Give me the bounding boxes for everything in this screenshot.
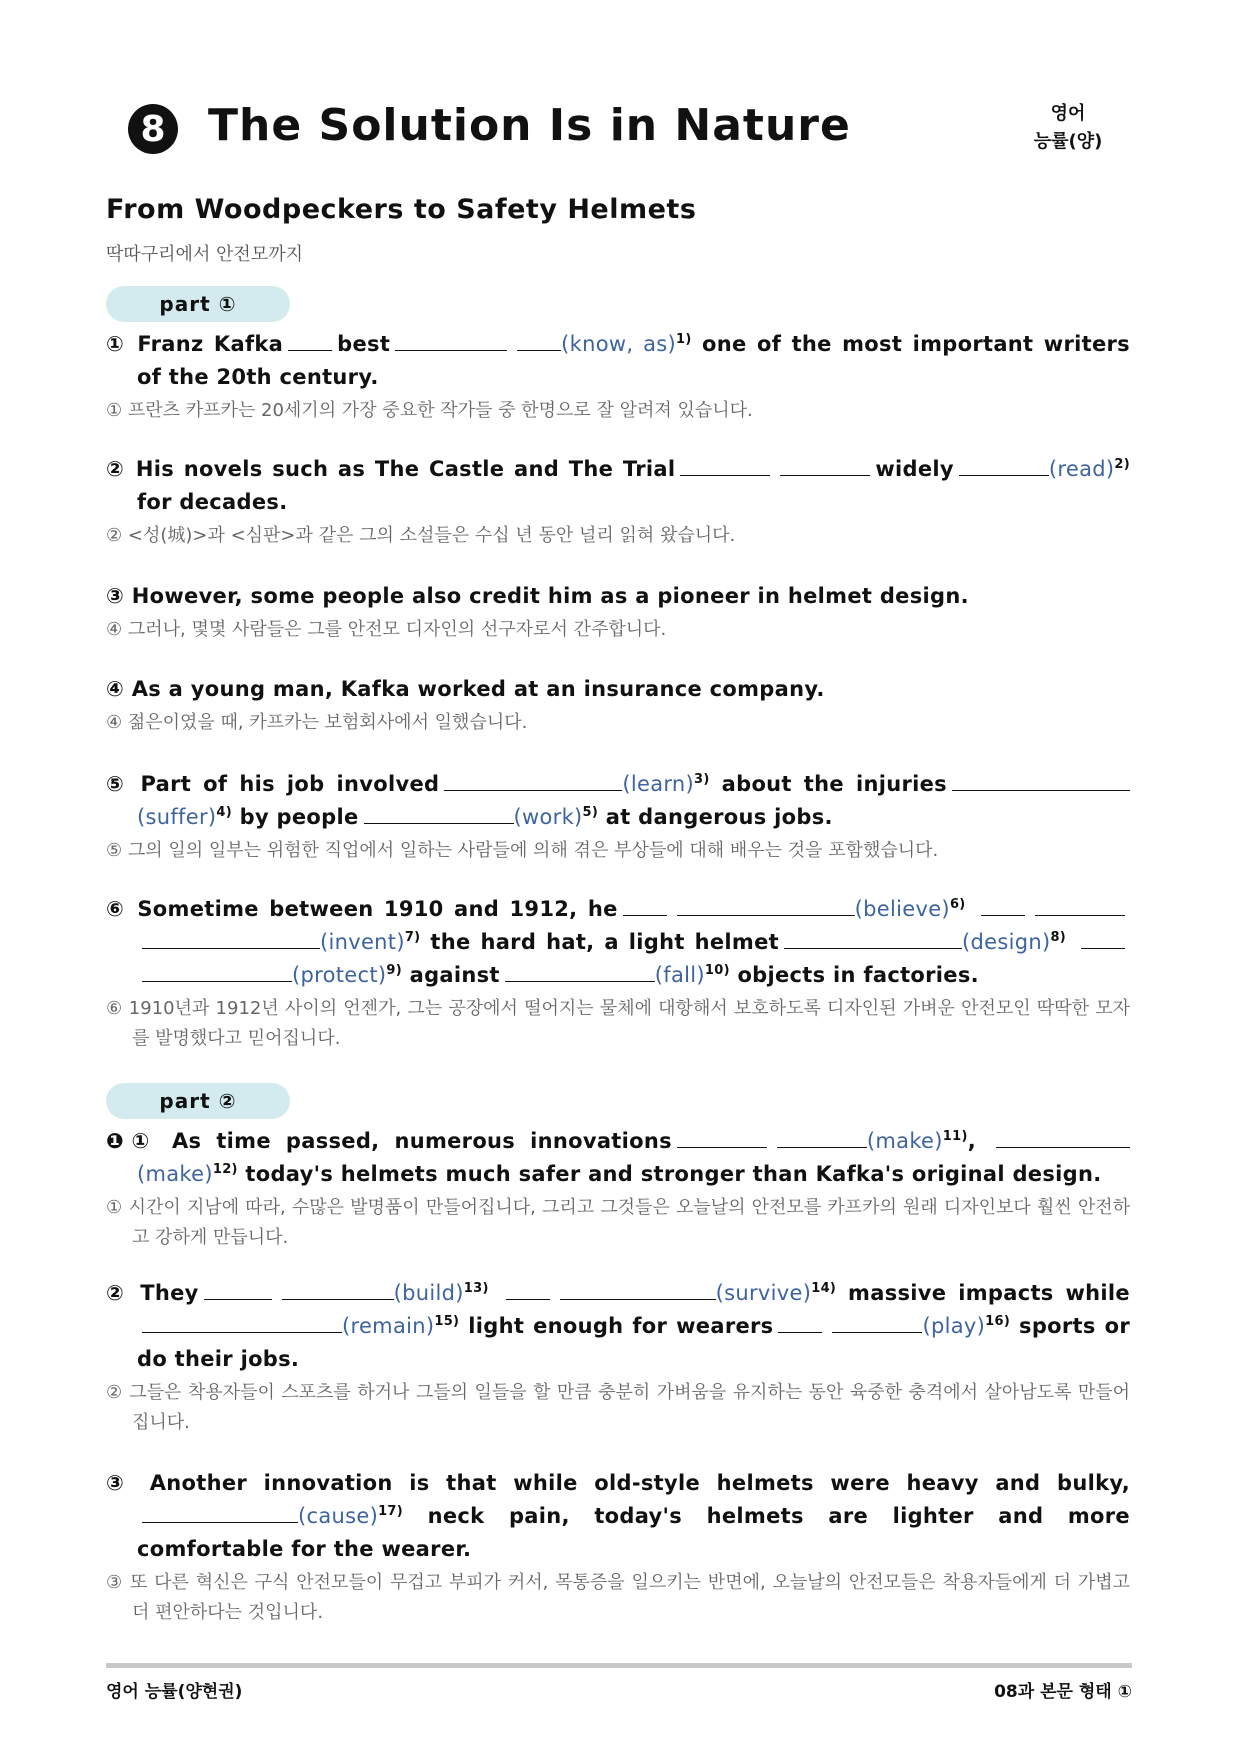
section-subtitle: 딱따구리에서 안전모까지 xyxy=(106,244,303,265)
sentence-english: ⑥ Sometime between 1910 and 1912, he (believe)$^{6)}$ (invent)$^{7)}$ the hard hat, a light helmet (design)$^{8)}$ (protect)$^{9)}$ against (fall)$^{10)}$ objects in factories. xyxy=(106,893,1130,992)
hint-text: (build) xyxy=(393,1281,464,1305)
question-number: 10) xyxy=(704,963,730,978)
sentence-2-2 xyxy=(106,1277,1130,1438)
footer-textbook: 영어 능률(양현권) xyxy=(106,1682,243,1702)
sentence-english: ① Franz Kafka best (know, as)$^{1)}$ one of the most important writers of the 20th century. xyxy=(106,328,1130,394)
answer-blank[interactable] xyxy=(395,328,507,351)
hint-text: (make) xyxy=(137,1162,213,1186)
sentence-english: ③ Another innovation is that while old-style helmets were heavy and bulky,(cause)$^{17)}$ neck pain, today's helmets are lighter and more comfortable for the wearer. xyxy=(106,1471,1130,1561)
question-number: 3) xyxy=(694,772,710,787)
answer-blank[interactable] xyxy=(282,1277,394,1300)
answer-blank[interactable] xyxy=(777,1125,867,1148)
lesson-number-badge: 8 xyxy=(128,104,178,154)
lesson-title: The Solution Is in Nature xyxy=(208,100,851,151)
answer-blank[interactable] xyxy=(444,768,622,791)
hint-text: (make) xyxy=(866,1129,943,1153)
hint-text: (play) xyxy=(922,1314,986,1338)
hint-text: (survive) xyxy=(715,1281,812,1305)
answer-blank[interactable] xyxy=(560,1277,716,1300)
answer-blank[interactable] xyxy=(506,1277,550,1300)
question-number: 9) xyxy=(386,963,402,978)
sentence-1-1 xyxy=(106,328,1130,426)
answer-blank[interactable] xyxy=(142,959,292,982)
answer-blank[interactable] xyxy=(981,893,1025,916)
sentence-english: ⑤ Part of his job involved (learn)$^{3)}$ about the injuries(suffer)$^{4)}$ by people (work)$^{5)}$ at dangerous jobs. xyxy=(106,768,1130,834)
answer-blank[interactable] xyxy=(517,328,561,351)
sentence-english: ③ However, some people also credit him as a pioneer in helmet design. xyxy=(106,584,969,608)
answer-blank[interactable] xyxy=(780,453,870,476)
sentence-english: ❶① As time passed, numerous innovations (make)$^{11)}$, (make)$^{12)}$ today's helmets much safer and stronger than Kafka's original design. xyxy=(106,1125,1130,1191)
question-number: 11) xyxy=(942,1129,968,1144)
answer-blank[interactable] xyxy=(996,1125,1130,1148)
answer-blank[interactable] xyxy=(623,893,667,916)
sentence-korean: ④ 젊은이였을 때, 카프카는 보험회사에서 일했습니다. xyxy=(106,712,528,733)
question-number: 16) xyxy=(985,1314,1011,1329)
lesson-header xyxy=(128,96,1118,176)
hint-text: (suffer) xyxy=(137,805,217,829)
hint-text: (read) xyxy=(1048,457,1115,481)
sentence-english: ② His novels such as The Castle and The Trial widely (read)$^{2)}$ for decades. xyxy=(106,453,1130,519)
question-number: 13) xyxy=(463,1281,489,1296)
answer-blank[interactable] xyxy=(1081,926,1125,949)
answer-blank[interactable] xyxy=(952,768,1130,791)
footer-divider xyxy=(106,1663,1132,1668)
sentence-1-5 xyxy=(106,768,1130,866)
question-number: 8) xyxy=(1050,930,1067,945)
sentence-1-6 xyxy=(106,893,1130,1054)
answer-blank[interactable] xyxy=(784,926,962,949)
question-number: 1) xyxy=(676,332,692,347)
hint-text: (protect) xyxy=(292,963,387,987)
answer-blank[interactable] xyxy=(959,453,1049,476)
question-number: 14) xyxy=(811,1281,837,1296)
answer-blank[interactable] xyxy=(778,1310,822,1333)
hint-text: (work) xyxy=(513,805,583,829)
part-1-label: part ① xyxy=(106,286,290,322)
sentence-korean: ② <성(城)>과 <심판>과 같은 그의 소설들은 수십 년 동안 널리 읽혀 왔습니다. xyxy=(106,525,736,546)
sentence-english: ④ As a young man, Kafka worked at an insurance company. xyxy=(106,677,825,701)
hint-text: (invent) xyxy=(320,930,405,954)
answer-blank[interactable] xyxy=(204,1277,272,1300)
answer-blank[interactable] xyxy=(680,453,770,476)
footer-page-label: 08과 본문 형태 ① xyxy=(994,1682,1132,1702)
sentence-korean: ④ 그러나, 몇몇 사람들은 그를 안전모 디자인의 선구자로서 간주합니다. xyxy=(106,619,667,640)
answer-blank[interactable] xyxy=(288,328,332,351)
answer-blank[interactable] xyxy=(142,1310,342,1333)
answer-blank[interactable] xyxy=(832,1310,922,1333)
part-2-label: part ② xyxy=(106,1083,290,1119)
hint-text: (remain) xyxy=(342,1314,435,1338)
question-number: 5) xyxy=(582,805,599,820)
answer-blank[interactable] xyxy=(677,893,855,916)
question-number: 15) xyxy=(434,1314,460,1329)
sentence-english: ② They (build)$^{13)}$ (survive)$^{14)}$ massive impacts while(remain)$^{15)}$ light enough for wearers (play)$^{16)}$ sports or do their jobs. xyxy=(106,1277,1130,1376)
answer-blank[interactable] xyxy=(1035,893,1125,916)
sentence-korean: ① 프란츠 카프카는 20세기의 가장 중요한 작가들 중 한명으로 잘 알려져 있습니다. xyxy=(106,400,753,421)
answer-blank[interactable] xyxy=(142,926,320,949)
subject-tag-line1: 영어 xyxy=(1050,103,1086,124)
sentence-2-3 xyxy=(106,1467,1130,1628)
sentence-1-3 xyxy=(106,580,1130,645)
sentence-1-2 xyxy=(106,453,1130,551)
hint-text: (believe) xyxy=(854,897,950,921)
question-number: 7) xyxy=(404,930,421,945)
hint-text: (cause) xyxy=(298,1504,379,1528)
answer-blank[interactable] xyxy=(364,801,514,824)
sentence-korean: ③ 또 다른 혁신은 구식 안전모들이 무겁고 부피가 커서, 목통증을 일으키는 반면에, 오늘날의 안전모들은 착용자들에게 더 가볍고 더 편안하다는 것입니다. xyxy=(106,1572,1130,1623)
hint-text: (fall) xyxy=(654,963,705,987)
sentence-2-1 xyxy=(106,1125,1130,1253)
hint-text: (design) xyxy=(962,930,1051,954)
sentence-1-4 xyxy=(106,673,1130,738)
subject-tag xyxy=(1018,100,1118,156)
answer-blank[interactable] xyxy=(142,1500,298,1523)
answer-blank[interactable] xyxy=(505,959,655,982)
hint-text: (know, as) xyxy=(561,332,677,356)
question-number: 6) xyxy=(949,897,966,912)
sentence-korean: ② 그들은 착용자들이 스포츠를 하거나 그들의 일들을 할 만큼 충분히 가벼움을 유지하는 동안 육중한 충격에서 살아남도록 만들어집니다. xyxy=(106,1382,1130,1433)
subject-tag-line2: 능률(양) xyxy=(1033,131,1103,152)
sentence-korean: ① 시간이 지남에 따라, 수많은 발명품이 만들어집니다, 그리고 그것들은 오늘날의 안전모를 카프카의 원래 디자인보다 훨씬 안전하고 강하게 만듭니다. xyxy=(106,1197,1130,1248)
answer-blank[interactable] xyxy=(677,1125,767,1148)
question-number: 17) xyxy=(378,1504,404,1519)
question-number: 2) xyxy=(1114,457,1130,472)
sentence-korean: ⑤ 그의 일의 일부는 위험한 직업에서 일하는 사람들에 의해 겪은 부상들에 대해 배우는 것을 포함했습니다. xyxy=(106,840,939,861)
sentence-korean: ⑥ 1910년과 1912년 사이의 언젠가, 그는 공장에서 떨어지는 물체에 대항해서 보호하도록 디자인된 가벼운 안전모인 딱딱한 모자를 발명했다고 믿어집니다. xyxy=(106,998,1130,1049)
question-number: 4) xyxy=(216,805,232,820)
question-number: 12) xyxy=(212,1162,238,1177)
section-title: From Woodpeckers to Safety Helmets xyxy=(106,194,697,225)
hint-text: (learn) xyxy=(622,772,695,796)
